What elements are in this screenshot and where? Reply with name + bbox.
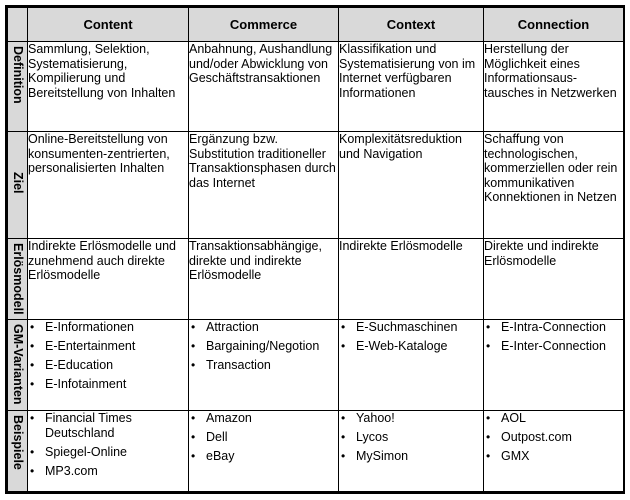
row-header-definition: [8, 42, 28, 132]
cell-ziel-commerce: [189, 132, 339, 239]
list-item: • Attraction: [189, 320, 338, 335]
cell-text: Indirekte Erlösmodelle: [339, 239, 463, 253]
list-item: • E-Inter-Connection: [484, 339, 623, 354]
list-item: • Bargaining/Negotion: [189, 339, 338, 354]
row-label: GM-Varianten: [10, 324, 25, 405]
business-model-table-frame: [5, 5, 625, 494]
row-label: Beispiele: [10, 415, 25, 470]
business-model-table: [7, 7, 624, 492]
row-gm-varianten: [8, 320, 624, 411]
row-label: Definition: [10, 46, 25, 104]
cell-ziel-context: [339, 132, 484, 239]
list-item: • MP3.com: [28, 464, 188, 479]
list-item: • Lycos: [339, 430, 483, 445]
column-header-connection: Connection: [484, 8, 624, 42]
cell-text: Direkte und indirekte Erlösmodelle: [484, 239, 599, 268]
cell-text: Herstellung der Möglichkeit eines Informationsaus-tausches in Netzwerken: [484, 42, 617, 100]
bullet-list: [189, 411, 338, 464]
cell-erloesmodell-connection: [484, 239, 624, 320]
bullet-list: [484, 411, 623, 464]
cell-beispiele-content: [28, 411, 189, 492]
cell-ziel-connection: [484, 132, 624, 239]
cell-varianten-connection: [484, 320, 624, 411]
cell-definition-context: [339, 42, 484, 132]
list-item: • Yahoo!: [339, 411, 483, 426]
bullet-list: [484, 320, 623, 354]
row-header-gm-varianten: [8, 320, 28, 411]
list-item: • AOL: [484, 411, 623, 426]
list-item: • Dell: [189, 430, 338, 445]
list-item: • Financial Times Deutschland: [28, 411, 188, 440]
cell-erloesmodell-commerce: [189, 239, 339, 320]
cell-varianten-content: [28, 320, 189, 411]
cell-text: Sammlung, Selektion, Systematisierung, Kompilierung und Bereitstellung von Inhalten: [28, 42, 176, 100]
row-header-beispiele: [8, 411, 28, 492]
cell-beispiele-context: [339, 411, 484, 492]
list-item: • eBay: [189, 449, 338, 464]
row-header-erloesmodell: [8, 239, 28, 320]
list-item: • MySimon: [339, 449, 483, 464]
row-definition: [8, 42, 624, 132]
cell-beispiele-commerce: [189, 411, 339, 492]
bullet-list: [189, 320, 338, 373]
list-item: • E-Infotainment: [28, 377, 188, 392]
cell-varianten-context: [339, 320, 484, 411]
cell-definition-commerce: [189, 42, 339, 132]
column-header-context: Context: [339, 8, 484, 42]
list-item: • Outpost.com: [484, 430, 623, 445]
cell-text: Komplexitätsreduktion und Navigation: [339, 132, 462, 161]
cell-text: Klassifikation und Systematisierung von im Internet verfügbaren Informationen: [339, 42, 476, 100]
list-item: • Spiegel-Online: [28, 445, 188, 460]
cell-text: Online-Bereitstellung von konsumenten-zentrierten, personalisierten Inhalten: [28, 132, 170, 175]
column-header-content: Content: [28, 8, 189, 42]
row-ziel: [8, 132, 624, 239]
column-header-commerce: Commerce: [189, 8, 339, 42]
cell-text: Schaffung von technologischen, kommerziellen oder rein kommunikativen Konnektionen in Netzen: [484, 132, 618, 204]
list-item: • E-Entertainment: [28, 339, 188, 354]
list-item: • Transaction: [189, 358, 338, 373]
bullet-list: [339, 320, 483, 354]
bullet-list: [28, 411, 188, 478]
list-item: • E-Informationen: [28, 320, 188, 335]
list-item: • E-Suchmaschinen: [339, 320, 483, 335]
cell-text: Indirekte Erlösmodelle und zunehmend auch direkte Erlösmodelle: [28, 239, 176, 282]
cell-erloesmodell-context: [339, 239, 484, 320]
list-item: • E-Web-Kataloge: [339, 339, 483, 354]
cell-definition-connection: [484, 42, 624, 132]
cell-beispiele-connection: [484, 411, 624, 492]
row-header-ziel: [8, 132, 28, 239]
list-item: • GMX: [484, 449, 623, 464]
cell-definition-content: [28, 42, 189, 132]
row-label: Erlösmodell: [10, 243, 25, 315]
row-erloesmodell: [8, 239, 624, 320]
cell-varianten-commerce: [189, 320, 339, 411]
list-item: • E-Intra-Connection: [484, 320, 623, 335]
row-label: Ziel: [10, 172, 25, 194]
header-row: [8, 8, 624, 42]
list-item: • Amazon: [189, 411, 338, 426]
cell-erloesmodell-content: [28, 239, 189, 320]
row-beispiele: [8, 411, 624, 492]
bullet-list: [339, 411, 483, 464]
cell-ziel-content: [28, 132, 189, 239]
cell-text: Anbahnung, Aushandlung und/oder Abwicklung von Geschäftstransaktionen: [189, 42, 333, 85]
corner-cell: [8, 8, 28, 42]
list-item: • E-Education: [28, 358, 188, 373]
cell-text: Ergänzung bzw. Substitution traditioneller Transaktionsphasen durch das Internet: [189, 132, 336, 190]
bullet-list: [28, 320, 188, 392]
cell-text: Transaktionsabhängige, direkte und indirekte Erlösmodelle: [189, 239, 322, 282]
